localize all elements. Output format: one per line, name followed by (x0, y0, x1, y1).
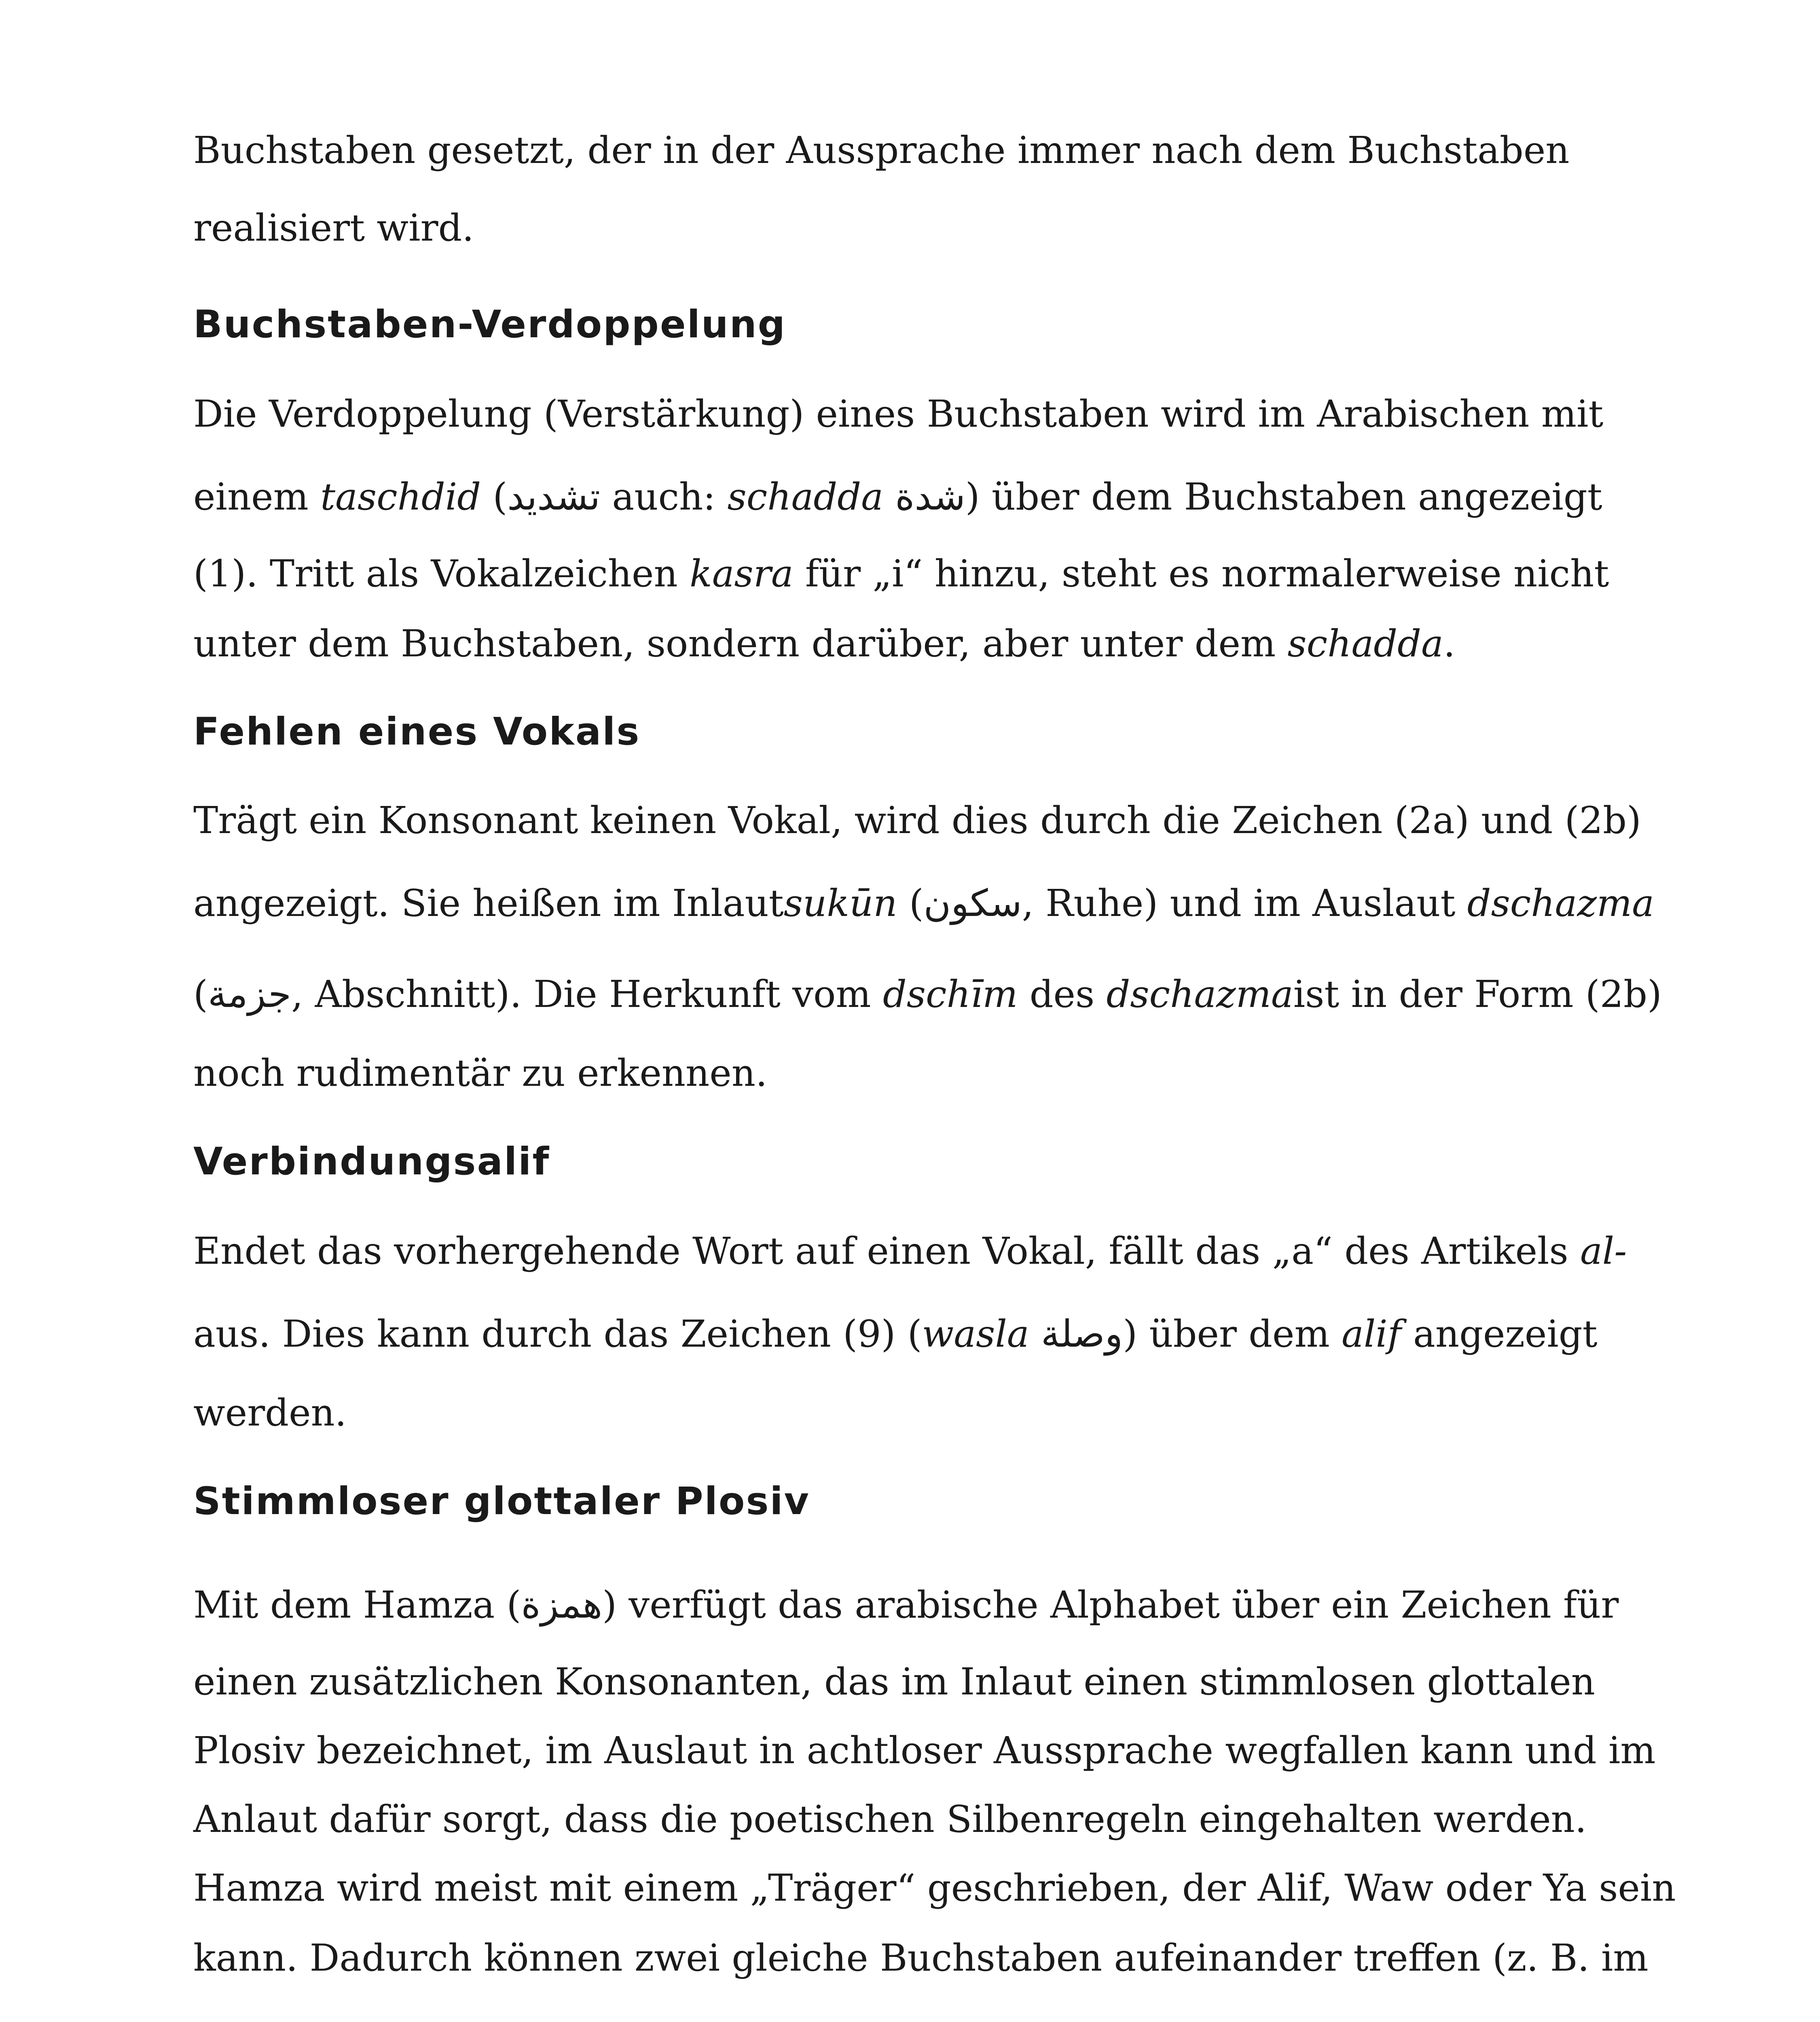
text-run: , Abschnitt). Die Herkunft vom (291, 973, 883, 1016)
text-run (1029, 1312, 1041, 1356)
section-heading: Verbindungsalif (193, 1140, 550, 1184)
text-run: auch: (600, 475, 728, 518)
text-run: unter dem Buchstaben, sondern darüber, aber unter dem (193, 622, 1288, 665)
arabic-term: سكون (923, 882, 1022, 925)
text-run: ist in der Form (2b) (1293, 973, 1662, 1016)
text-line (193, 1866, 1676, 1910)
text-run: , Ruhe) und im Auslaut (1022, 882, 1467, 925)
text-run: ( (193, 973, 208, 1016)
text-line (193, 392, 1603, 436)
text-run: für „i“ hinzu, steht es normalerweise nicht (793, 552, 1609, 595)
text-line (193, 1051, 767, 1095)
italic-term: dschīm (882, 973, 1018, 1016)
italic-term: wasla (922, 1312, 1029, 1356)
text-run: ) verfügt das arabische Alphabet über ein Zeichen für (602, 1583, 1619, 1626)
text-line (193, 1729, 1656, 1772)
text-line (193, 1391, 347, 1434)
text-run (883, 475, 895, 518)
text-line (193, 1583, 1619, 1626)
text-run: Mit dem Hamza ( (193, 1583, 521, 1626)
arabic-term: همزة (521, 1583, 603, 1626)
text-run: ( (481, 475, 508, 518)
text-line (193, 882, 1654, 925)
text-run: Plosiv bezeichnet, im Auslaut in achtloser Aussprache wegfallen kann und im (193, 1729, 1656, 1772)
text-run: ) über dem Buchstaben angezeigt (965, 475, 1602, 518)
section-heading: Stimmloser glottaler Plosiv (193, 1479, 810, 1523)
text-run: kann. Dadurch können zwei gleiche Buchstaben aufeinander treffen (z. B. im (193, 1936, 1649, 1980)
text-run: aus. Dies kann durch das Zeichen (9) ( (193, 1312, 922, 1356)
italic-term: taschdid (320, 475, 481, 518)
italic-term: dschazma (1106, 973, 1293, 1016)
text-line (193, 1936, 1649, 1980)
arabic-term: وصلة (1041, 1312, 1123, 1356)
section-heading: Fehlen eines Vokals (193, 710, 641, 754)
text-run: (1). Tritt als Vokalzeichen (193, 552, 690, 595)
arabic-term: تشديد (507, 475, 601, 518)
text-line (193, 1660, 1595, 1703)
text-run: werden. (193, 1391, 347, 1434)
text-line (193, 1798, 1587, 1841)
italic-term: sukūn (783, 882, 897, 925)
text-run: einen zusätzlichen Konsonanten, das im Inlaut einen stimmlosen glottalen (193, 1660, 1596, 1703)
text-run: Die Verdoppelung (Verstärkung) eines Buchstaben wird im Arabischen mit (193, 392, 1604, 436)
text-run: des (1018, 973, 1107, 1016)
section-heading: Buchstaben-Verdoppelung (193, 302, 786, 347)
text-line (193, 475, 1602, 518)
text-run: realisiert wird. (193, 206, 474, 250)
italic-term: alif (1342, 1312, 1401, 1356)
text-run: Hamza wird meist mit einem „Träger“ geschrieben, der Alif, Waw oder Ya sein (193, 1866, 1676, 1910)
text-run: Endet das vorhergehende Wort auf einen Vokal, fällt das „a“ des Artikels (193, 1229, 1580, 1273)
text-run: noch rudimentär zu erkennen. (193, 1051, 768, 1095)
text-run: ) über dem (1123, 1312, 1342, 1356)
text-run: Buchstaben gesetzt, der in der Aussprache immer nach dem Buchstaben (193, 129, 1570, 172)
text-line (193, 1229, 1627, 1273)
text-run: angezeigt. Sie heißen im Inlaut (193, 882, 784, 925)
text-run: angezeigt (1401, 1312, 1598, 1356)
text-line (193, 1312, 1598, 1356)
text-line (193, 799, 1641, 842)
text-run: einem (193, 475, 321, 518)
text-run: ( (897, 882, 924, 925)
text-line (193, 206, 474, 250)
text-line (193, 552, 1609, 595)
text-run: . (1443, 622, 1456, 665)
italic-term: schadda (1287, 622, 1443, 665)
text-line (193, 973, 1662, 1016)
text-run: Anlaut dafür sorgt, dass die poetischen Silbenregeln eingehalten werden. (193, 1798, 1587, 1841)
arabic-term: جزمة (207, 973, 292, 1016)
italic-term: kasra (689, 552, 794, 595)
text-line (193, 129, 1570, 172)
text-line (193, 622, 1455, 665)
italic-term: schadda (727, 475, 883, 518)
text-run: Trägt ein Konsonant keinen Vokal, wird dies durch die Zeichen (2a) und (2b) (193, 799, 1641, 842)
italic-term: dschazma (1467, 882, 1654, 925)
arabic-term: شدة (895, 475, 965, 518)
italic-term: al- (1580, 1229, 1627, 1273)
